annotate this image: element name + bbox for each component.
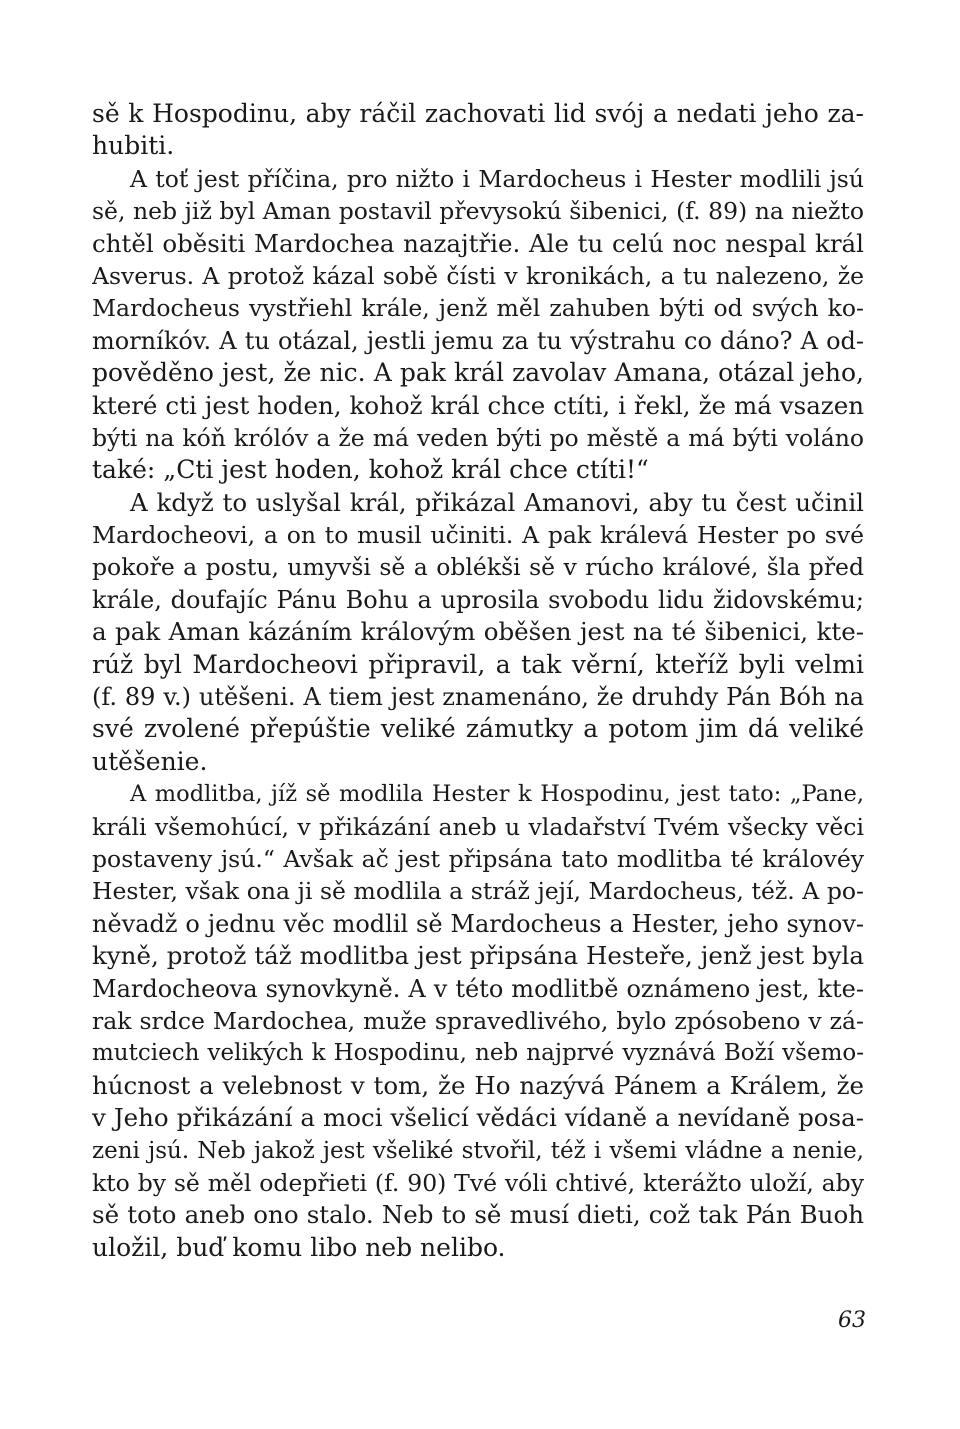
text-line: Mardocheova synovkyně. A v této modlitbě oznámeno jest, kte- <box>92 974 864 1003</box>
body-text <box>92 98 864 1264</box>
text-line: své zvolené přepúštie veliké zámutky a potom jim dá veliké <box>92 714 864 744</box>
text-line: také: „Cti jest hoden, kohož král chce ctíti!“ <box>92 455 649 485</box>
text-line: býti na kóň królóv a že má veden býti po městě a má býti voláno <box>92 423 864 452</box>
text-line: pokoře a postu, umyvši sě a oblékši sě v rúcho králové, šla před <box>92 553 864 582</box>
text-line: hubiti. <box>92 131 175 161</box>
text-line: utěšenie. <box>92 746 208 776</box>
text-line: morníkóv. A tu otázal, jestli jemu za tu výstrahu co dáno? A od- <box>92 326 864 355</box>
text-line: kto by sě měl odepřieti (f. 90) Tvé vóli chtivé, kterážto uloží, aby <box>92 1168 864 1197</box>
text-line: něvadž o jednu věc modlil sě Mardocheus a Hester, jeho synov- <box>92 909 864 938</box>
text-line: sě toto aneb ono stalo. Neb to sě musí dieti, což tak Pán Buoh <box>92 1200 864 1230</box>
page-number: 63 <box>838 1308 866 1333</box>
text-line: rúž byl Mardocheovi připravil, a tak věrní, kteříž byli velmi <box>92 649 864 679</box>
text-line: A když to uslyšal král, přikázal Amanovi, aby tu čest učinil <box>130 487 864 517</box>
text-line: rak srdce Mardochea, muže spravedlivého, bylo zpósobeno v zá- <box>92 1006 864 1035</box>
text-line: chtěl oběsiti Mardochea nazajtřie. Ale tu celú noc nespal král <box>92 228 864 258</box>
text-line: sě k Hospodinu, aby ráčil zachovati lid svój a nedati jeho za- <box>92 99 864 128</box>
text-line: Asverus. A protož kázal sobě čísti v kronikách, a tu nalezeno, že <box>92 261 864 290</box>
text-line: postaveny jsú.“ Avšak ač jest připsána tato modlitba té královéy <box>92 844 864 873</box>
text-line: pověděno jest, že nic. A pak král zavolav Amana, otázal jeho, <box>92 358 864 388</box>
text-line: uložil, buď komu libo neb nelibo. <box>92 1232 506 1262</box>
text-line: zeni jsú. Neb jakož jest všeliké stvořil, též i všemi vládne a nenie, <box>92 1137 864 1164</box>
text-line: húcnost a velebnost v tom, že Ho nazývá Pánem a Králem, že <box>92 1070 864 1100</box>
text-line: krále, doufajíc Pánu Bohu a uprosila svobodu lidu židovskému; <box>92 585 864 614</box>
text-line: Mardocheovi, a on to musil učiniti. A pak králevá Hester po své <box>92 521 864 550</box>
text-line: A modlitba, jíž sě modlila Hester k Hospodinu, jest tato: „Pane, <box>130 781 864 808</box>
text-line: Hester, však ona ji sě modlila a stráž její, Mardocheus, též. A po- <box>92 877 864 906</box>
text-line: sě, neb již byl Aman postavil převysokú šibenici, (f. 89) na niežto <box>92 197 864 226</box>
text-line: (f. 89 v.) utěšeni. A tiem jest znamenáno, že druhdy Pán Bóh na <box>92 683 864 712</box>
text-line: A toť jest příčina, pro nižto i Mardocheus i Hester modlili jsú <box>130 164 864 193</box>
text-line: v Jeho přikázání a moci všelicí vědáci vídaně a nevídaně posa- <box>92 1103 864 1133</box>
text-line: králi všemohúcí, v přikázání aneb u vladařství Tvém všecky věci <box>92 812 864 841</box>
text-line: kyně, protož táž modlitba jest připsána Hesteře, jenž jest byla <box>92 941 864 971</box>
text-line: které cti jest hoden, kohož král chce ctíti, i řekl, že má vsazen <box>92 390 864 420</box>
text-line: mutciech velikých k Hospodinu, neb najprvé vyznává Boží všemo- <box>92 1040 864 1067</box>
text-line: Mardocheus vystřiehl krále, jenž měl zahuben býti od svých ko- <box>92 294 864 323</box>
text-line: a pak Aman kázáním královým oběšen jest na té šibenici, kte- <box>92 617 864 647</box>
